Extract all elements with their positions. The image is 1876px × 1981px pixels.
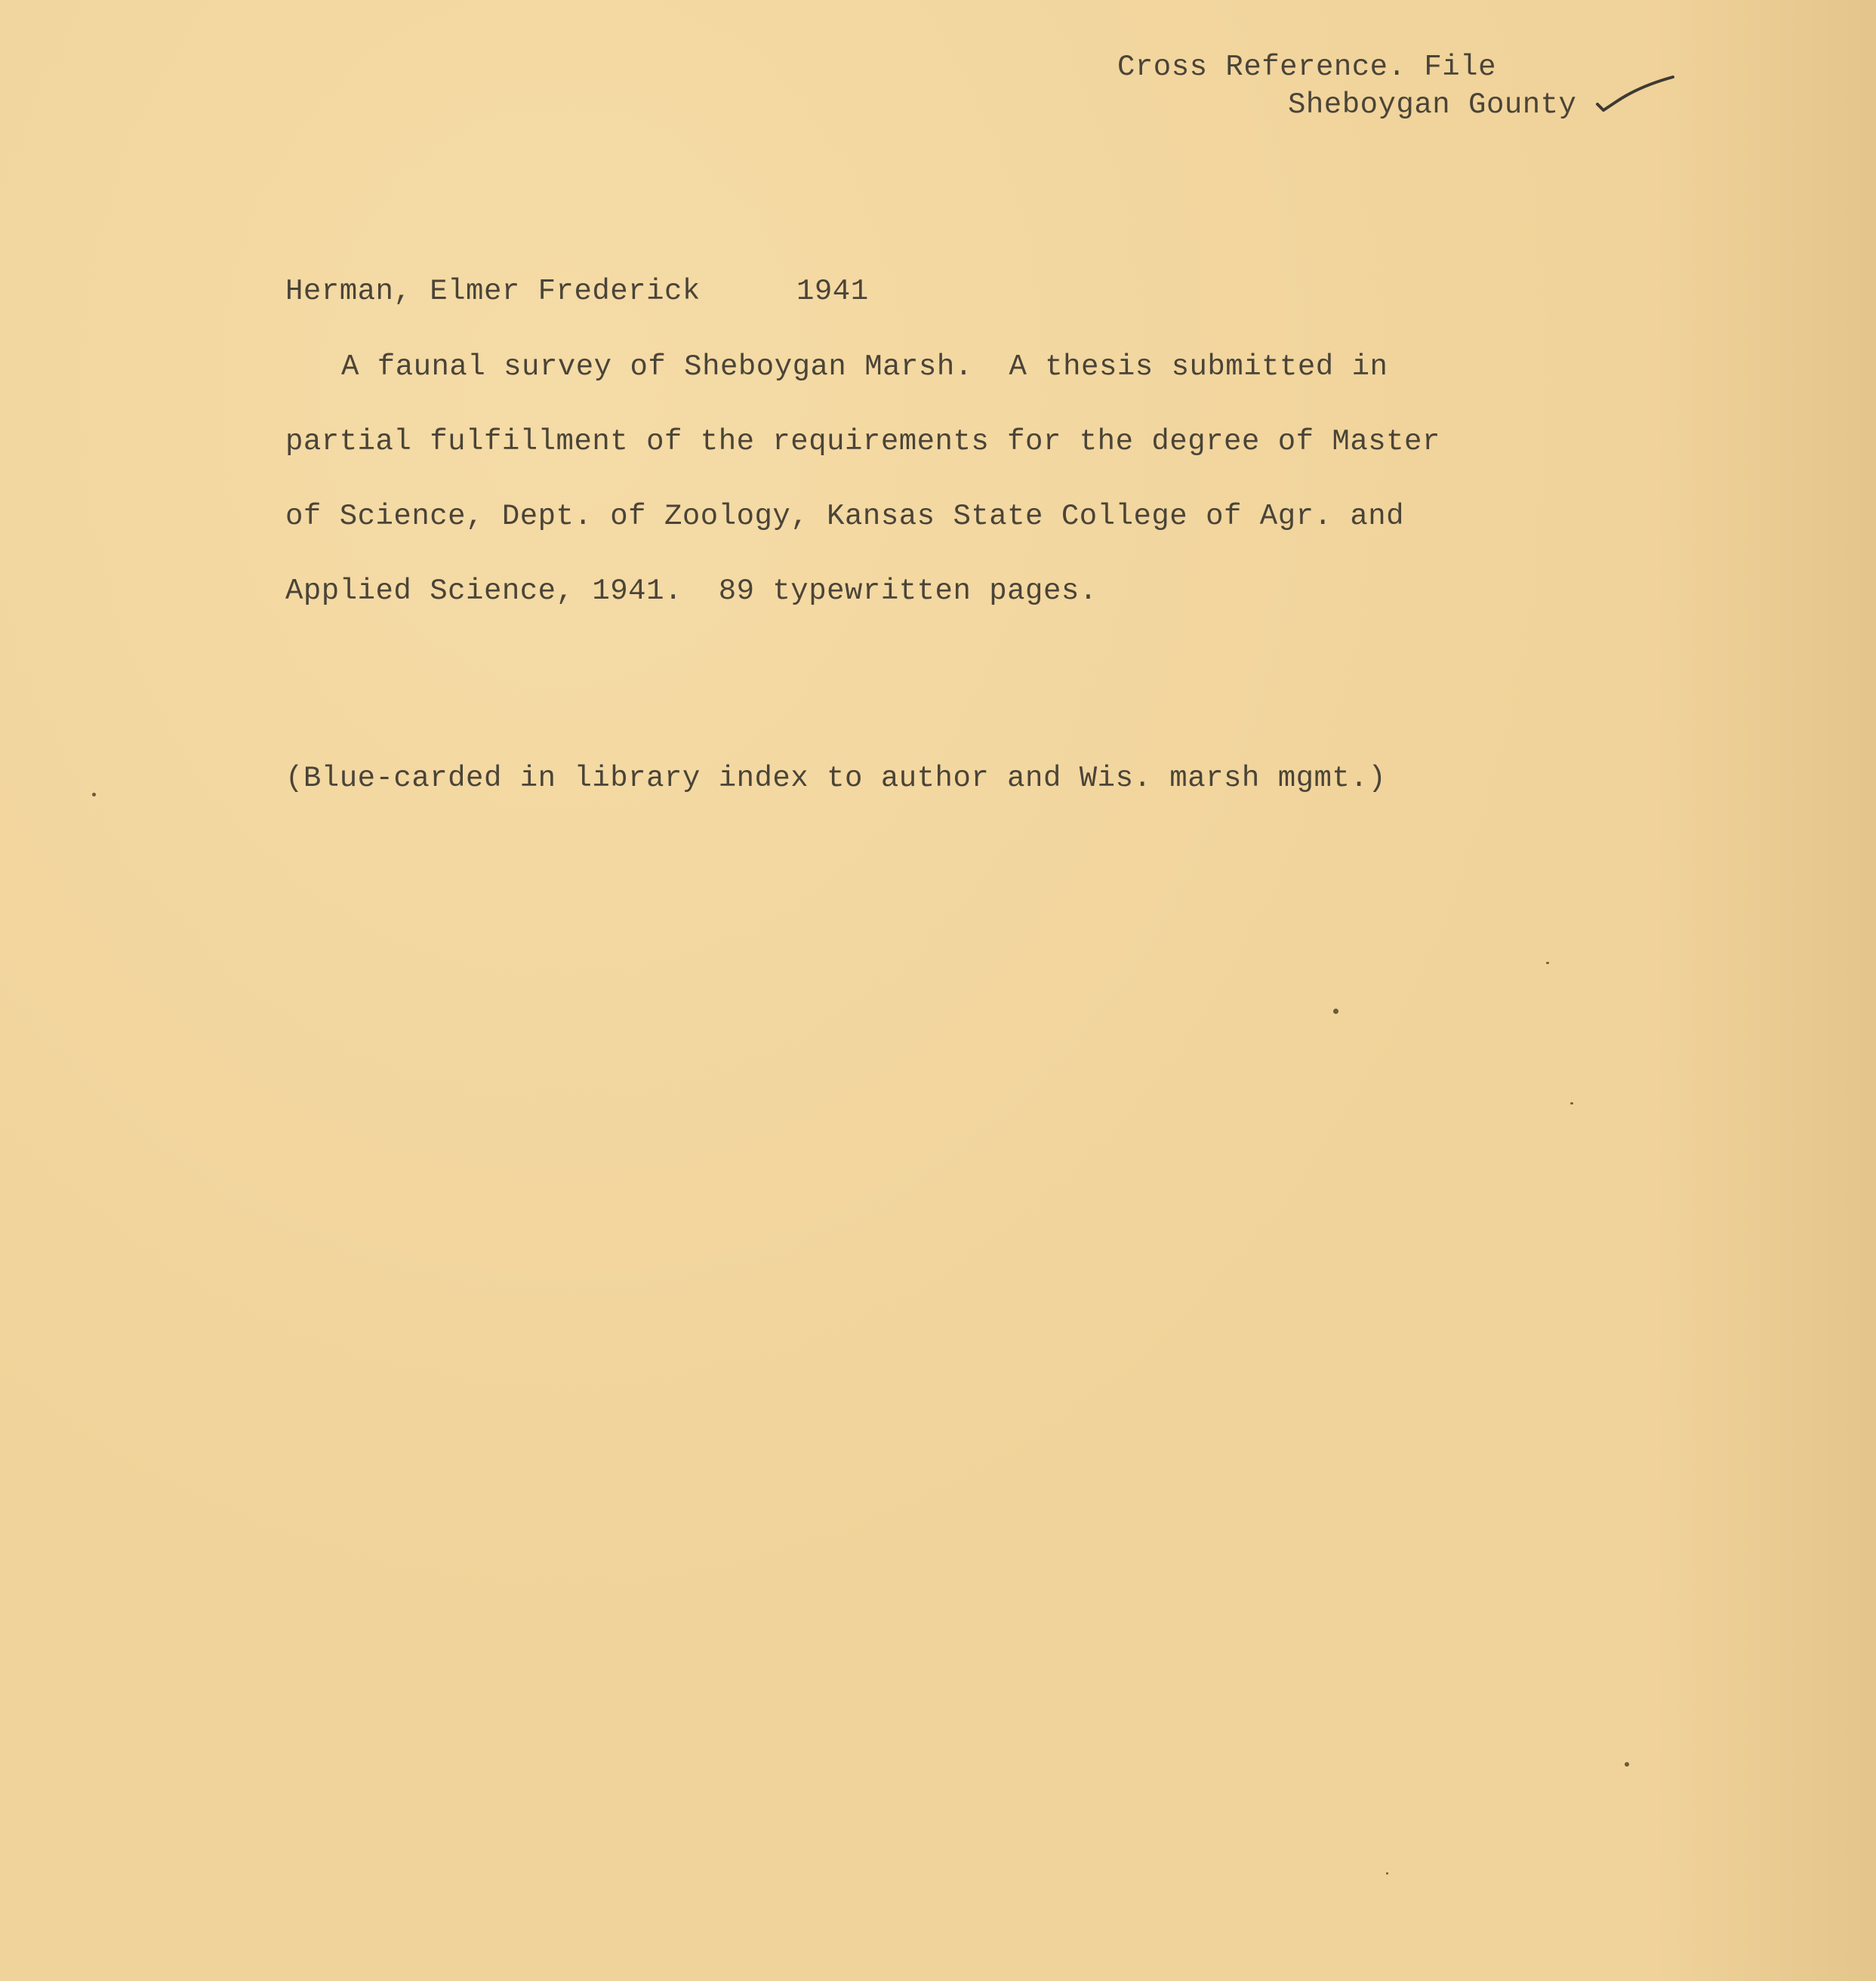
- paper-speck: [92, 793, 96, 796]
- description-line: partial fulfillment of the requirements for the degree of Master: [285, 425, 1440, 458]
- library-index-note: (Blue-carded in library index to author and Wis. marsh mgmt.): [285, 762, 1387, 795]
- paper-speck: [1570, 1102, 1573, 1104]
- paper-speck: [1386, 1872, 1388, 1875]
- publication-year: 1941: [796, 275, 869, 308]
- description-line: Applied Science, 1941. 89 typewritten pages.: [285, 575, 1098, 608]
- description-line: A faunal survey of Sheboygan Marsh. A thesis submitted in: [341, 350, 1388, 384]
- paper-speck: [1546, 962, 1549, 964]
- paper-speck: [1625, 1762, 1629, 1767]
- paper-speck: [1333, 1009, 1338, 1014]
- author-name: Herman, Elmer Frederick: [285, 275, 701, 308]
- checkmark-icon: [1594, 72, 1677, 118]
- county-file-label: Sheboygan Gounty: [1288, 88, 1577, 122]
- cross-reference-label: Cross Reference. File: [1117, 51, 1496, 84]
- description-line: of Science, Dept. of Zoology, Kansas State College of Agr. and: [285, 500, 1405, 533]
